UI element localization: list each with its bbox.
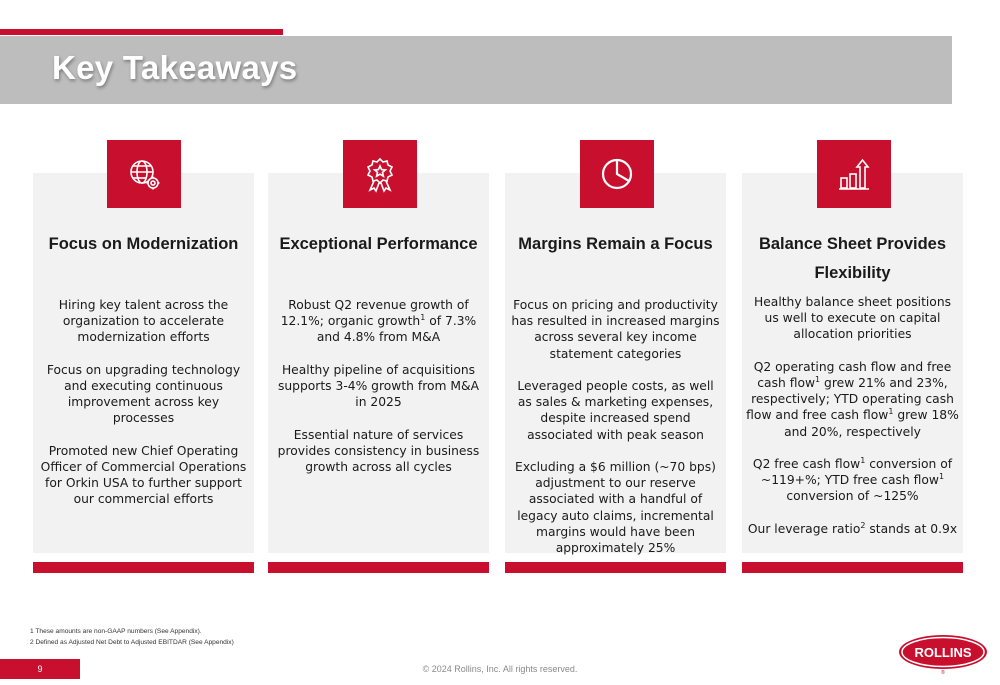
card-icon-box [343, 140, 417, 208]
paragraph-text: Focus on upgrading technology and executing continuous improvement across key processes [46, 362, 241, 426]
card-paragraph [272, 427, 485, 476]
card-paragraph [746, 521, 959, 537]
copyright-text: © 2024 Rollins, Inc. All rights reserved. [422, 664, 578, 674]
card-icon-box [817, 140, 891, 208]
card-performance [268, 173, 489, 553]
footnote-marker: 1 [888, 407, 894, 417]
logo-registered-mark: ® [941, 670, 945, 675]
card-paragraph [746, 359, 959, 440]
card-modernization [33, 173, 254, 553]
paragraph-text: grew 18% and 20%, respectively [784, 408, 959, 439]
card-title: Focus on Modernization [48, 235, 239, 253]
footnote-marker: 2 [860, 520, 866, 530]
page-number: 9 [0, 659, 80, 679]
card-paragraph [509, 459, 722, 556]
logo-text: ROLLINS [914, 645, 972, 660]
card-title: Margins Remain a Focus [518, 235, 713, 253]
card-margins [505, 173, 726, 556]
paragraph-text: Robust Q2 revenue growth of 12.1%; organic growth [280, 298, 469, 329]
paragraph-text: Hiring key talent across the organization to accelerate modernization efforts [58, 298, 229, 345]
card-body [33, 297, 254, 508]
card-paragraph [746, 294, 959, 343]
card-paragraph [272, 297, 485, 346]
card-body [505, 297, 726, 556]
footnote-marker: 1 [860, 455, 866, 465]
paragraph-text: grew 21% and 23%, respectively; YTD operating cash flow and free cash flow [746, 376, 954, 423]
card-body [268, 297, 489, 475]
card-icon-box [107, 140, 181, 208]
paragraph-text: Leveraged people costs, as well as sales & marketing expenses, despite increased spend associated with peak season [517, 379, 714, 442]
card-stripe [505, 562, 726, 573]
footnote-1: 1 These amounts are non-GAAP numbers (See Appendix). [30, 628, 202, 635]
award-ribbon-icon [360, 154, 400, 194]
card-title: Balance Sheet Provides Flexibility [758, 235, 947, 282]
paragraph-text: Healthy balance sheet positions us well to execute on capital allocation priorities [753, 295, 952, 342]
footnote-2: 2 Defined as Adjusted Net Debt to Adjusted EBITDAR (See Appendix) [30, 639, 234, 646]
paragraph-text: conversion of ~125% [786, 489, 919, 504]
paragraph-text: conversion of ~119+%; YTD free cash flow [760, 457, 953, 488]
footnote-marker: 1 [939, 472, 945, 482]
card-title: Exceptional Performance [279, 235, 478, 253]
card-paragraph [746, 456, 959, 505]
paragraph-text: Q2 free cash flow [752, 457, 861, 471]
paragraph-text: Essential nature of services provides consistency in business growth across all cycles [277, 427, 480, 474]
card-paragraph [509, 297, 722, 362]
card-icon-box [580, 140, 654, 208]
paragraph-text: Promoted new Chief Operating Officer of Commercial Operations for Orkin USA to further support our commercial efforts [40, 443, 247, 507]
slide-title: Key Takeaways [52, 49, 298, 86]
paragraph-text: Q2 operating cash flow and free cash flow [753, 359, 952, 390]
footnotes [30, 626, 234, 648]
card-paragraph [37, 362, 250, 427]
card-stripe [742, 562, 963, 573]
card-paragraph [37, 443, 250, 508]
card-stripe [33, 562, 254, 573]
paragraph-text: Excluding a $6 million (~70 bps) adjustment to our reserve associated with a handful of legacy auto claims, incremental margins would have been approximately 25% [515, 460, 716, 556]
bar-growth-icon [834, 154, 874, 194]
card-paragraph [272, 362, 485, 411]
paragraph-text: Focus on pricing and productivity has resulted in increased margins across several key income statement categories [511, 298, 720, 361]
paragraph-text: Healthy pipeline of acquisitions supports 3-4% growth from M&A in 2025 [277, 362, 480, 410]
card-body [742, 294, 963, 537]
paragraph-text: of 7.3% and 4.8% from M&A [316, 314, 477, 345]
card-paragraph [37, 297, 250, 346]
rollins-logo [898, 633, 988, 675]
top-accent-bar [0, 29, 283, 35]
paragraph-text: Our leverage ratio [747, 521, 861, 536]
footnote-marker: 1 [420, 313, 426, 323]
card-paragraph [509, 378, 722, 443]
pie-chart-icon [597, 154, 637, 194]
paragraph-text: stands at 0.9x [865, 521, 958, 536]
card-stripe [268, 562, 489, 573]
globe-gear-icon [124, 154, 164, 194]
footnote-marker: 1 [815, 374, 821, 384]
card-balance-sheet [742, 173, 963, 553]
